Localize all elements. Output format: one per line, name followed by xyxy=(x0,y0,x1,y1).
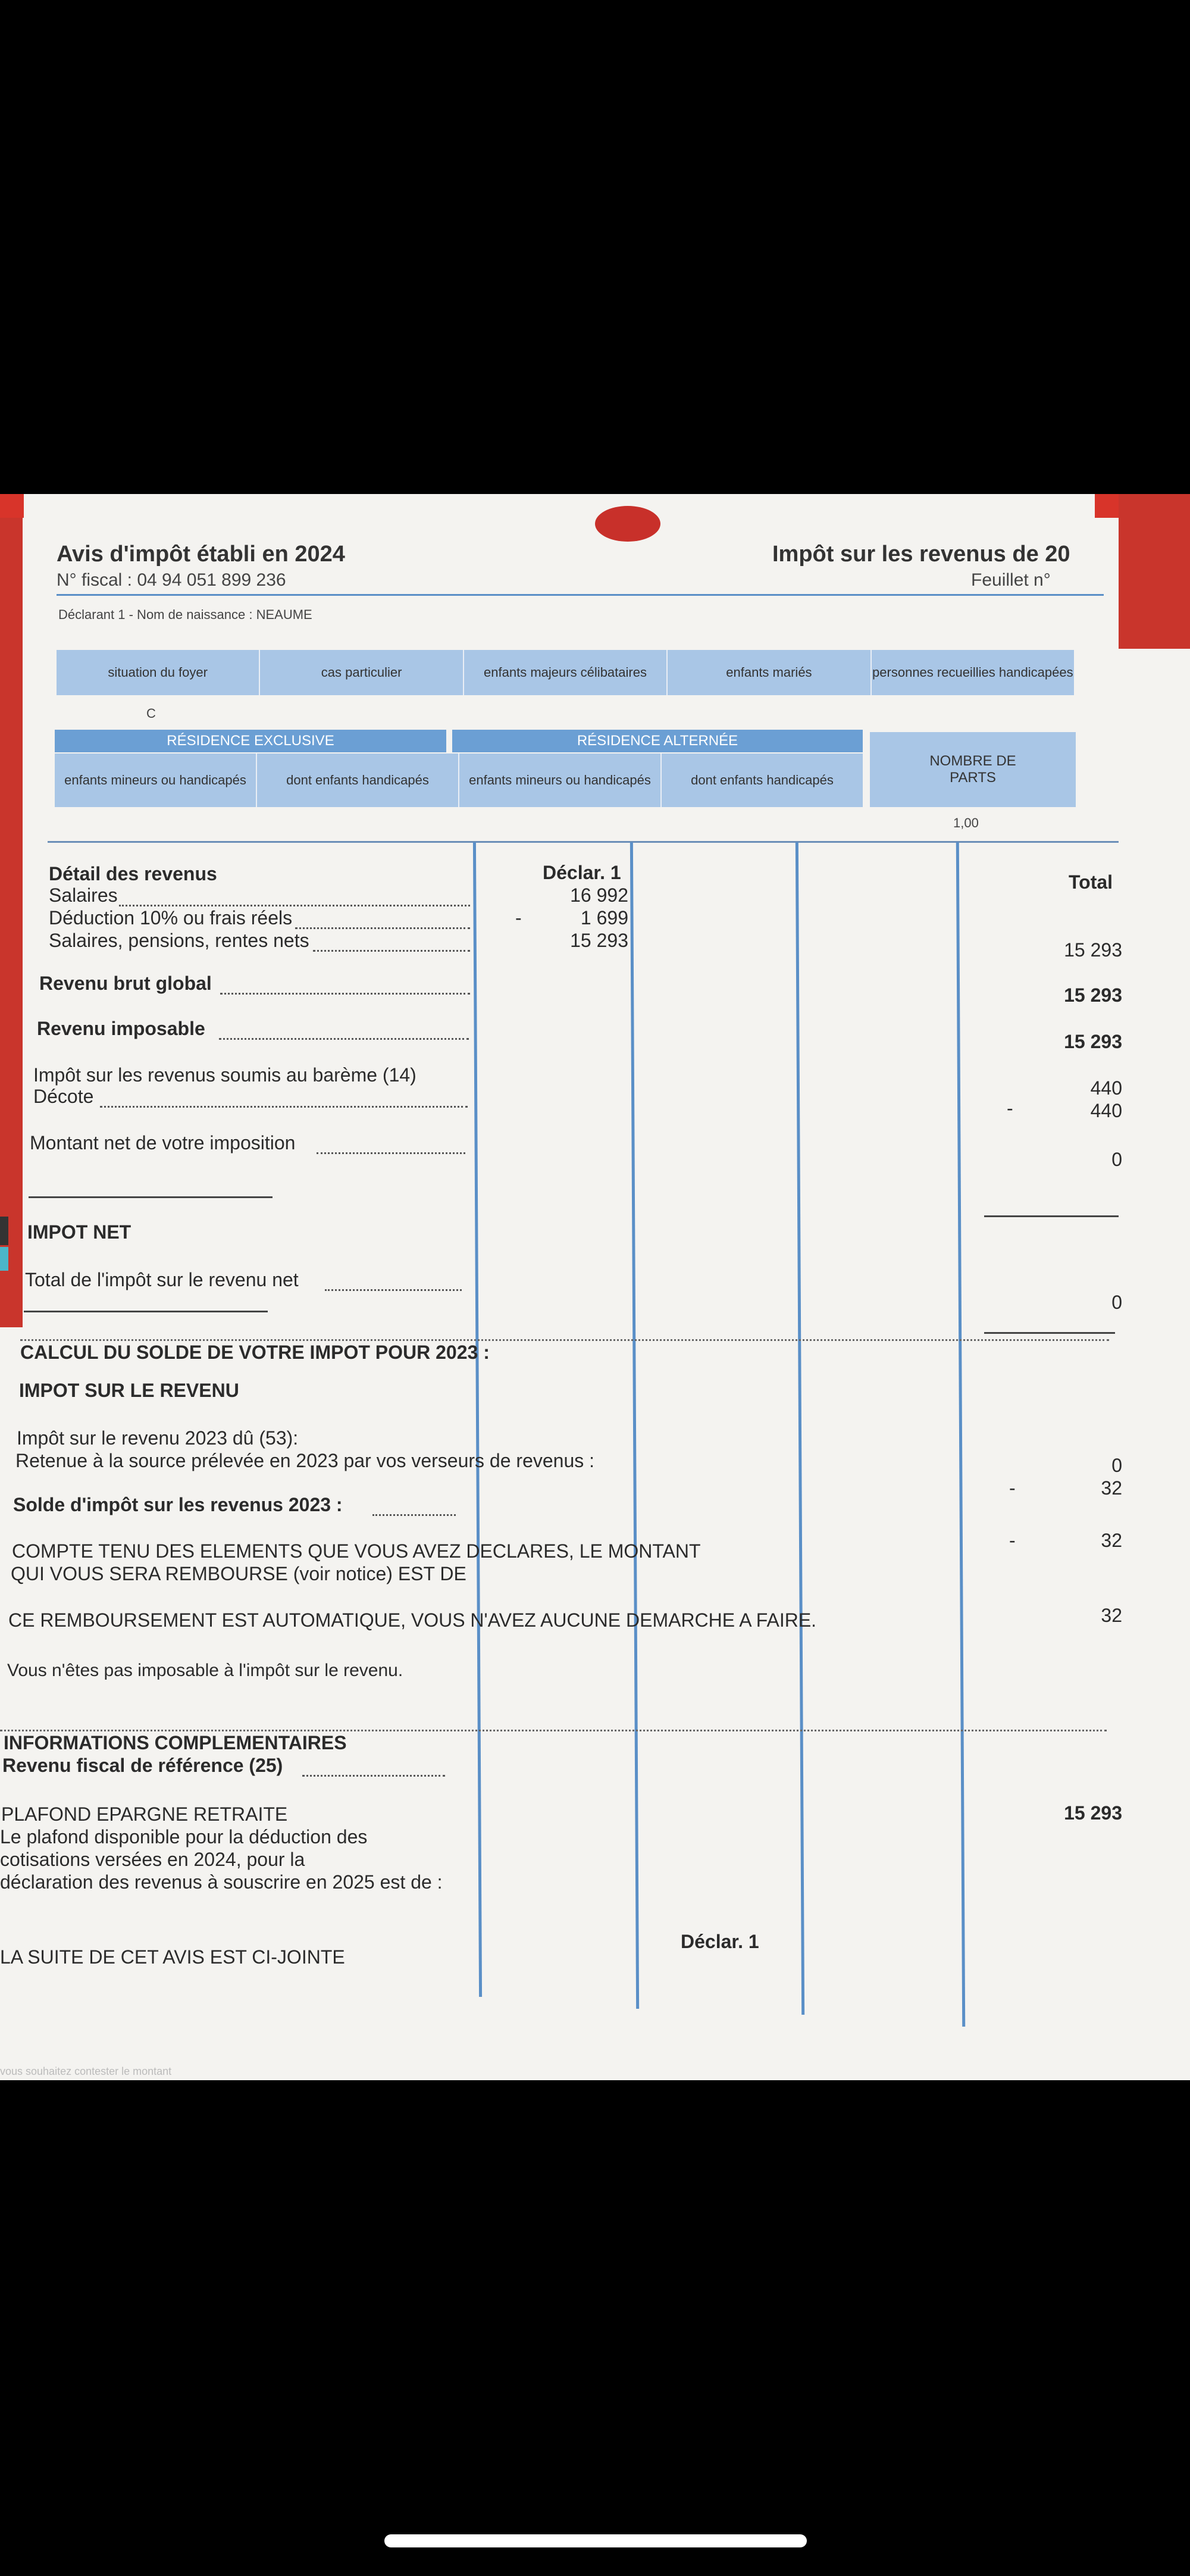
compte-tenu-line2: QUI VOUS SERA REMBOURSE (voir notice) EST DE xyxy=(11,1563,466,1584)
residence-alternee-header: RÉSIDENCE ALTERNÉE xyxy=(452,730,863,752)
retenue-label: Retenue à la source prélevée en 2023 par vos verseurs de revenus : xyxy=(15,1450,595,1471)
plafond-heading: PLAFOND EPARGNE RETRAITE xyxy=(1,1803,288,1825)
plafond-declar-header: Déclar. 1 xyxy=(681,1931,759,1952)
residence-table xyxy=(55,754,863,807)
solde-label: Solde d'impôt sur les revenus 2023 : xyxy=(13,1494,343,1515)
tax-notice-paper xyxy=(0,494,1190,2080)
subtotal-rule xyxy=(984,1332,1115,1334)
bareme-label: Impôt sur les revenus soumis au barème (14) xyxy=(33,1064,416,1086)
non-imposable-note: Vous n'êtes pas imposable à l'impôt sur le revenu. xyxy=(7,1661,403,1680)
situation-header: enfants mariés xyxy=(668,650,871,695)
brut-global-total: 15 293 xyxy=(1064,984,1122,1006)
residence-subheader: dont enfants handicapés xyxy=(691,773,834,788)
leader-dots xyxy=(219,1038,469,1040)
retenue-value: 32 xyxy=(1101,1477,1122,1499)
deduction-label: Déduction 10% ou frais réels xyxy=(49,907,293,929)
deduction-value: 1 699 xyxy=(580,907,628,929)
leader-dots xyxy=(372,1514,456,1516)
infos-heading: INFORMATIONS COMPLEMENTAIRES xyxy=(4,1732,347,1753)
column-divider xyxy=(956,842,965,2027)
plafond-line1: Le plafond disponible pour la déduction des xyxy=(0,1826,368,1847)
column-divider xyxy=(796,842,804,2015)
suite-note: LA SUITE DE CET AVIS EST CI-JOINTE xyxy=(0,1946,345,1968)
income-tax-title: Impôt sur les revenus de 20 xyxy=(772,542,1070,567)
residence-subheader: enfants mineurs ou handicapés xyxy=(459,754,662,807)
solde-value: 32 xyxy=(1101,1530,1122,1551)
nets-value: 15 293 xyxy=(570,930,628,951)
paper-top xyxy=(24,494,1095,530)
situation-header: enfants majeurs célibataires xyxy=(464,650,668,695)
parts-cell xyxy=(870,732,1076,807)
situation-header: cas particulier xyxy=(260,650,464,695)
montant-net-total: 0 xyxy=(1111,1149,1122,1170)
nets-label: Salaires, pensions, rentes nets xyxy=(49,930,309,951)
situation-header: situation du foyer xyxy=(57,650,260,695)
imposable-total: 15 293 xyxy=(1064,1031,1122,1052)
margin-mark xyxy=(0,1217,8,1245)
torn-spot xyxy=(595,506,660,542)
leader-dots xyxy=(119,905,470,906)
leader-dots xyxy=(313,950,470,952)
column-divider xyxy=(473,842,482,1997)
declar-header: Déclar. 1 xyxy=(543,862,621,883)
residence-subheader: enfants mineurs ou handicapés xyxy=(55,754,257,807)
total-header: Total xyxy=(1069,871,1113,893)
leader-dots xyxy=(220,993,470,995)
residence-subheader: dont enfants handicapés xyxy=(257,754,459,807)
decote-total: 440 xyxy=(1090,1100,1122,1121)
leader-dots xyxy=(100,1106,468,1108)
subtotal-rule xyxy=(29,1196,273,1198)
impot-revenu-heading: IMPOT SUR LE REVENU xyxy=(19,1380,239,1401)
solde-heading: CALCUL DU SOLDE DE VOTRE IMPOT POUR 2023 : xyxy=(20,1342,490,1363)
situation-value: C xyxy=(146,706,156,721)
impot-net-total-value: 0 xyxy=(1111,1292,1122,1313)
montant-net-label: Montant net de votre imposition xyxy=(30,1132,296,1153)
margin-mark xyxy=(0,1247,8,1271)
detail-revenus-label: Détail des revenus xyxy=(49,863,217,884)
solde-sign: - xyxy=(1009,1530,1016,1551)
section-dotted-rule xyxy=(0,1730,1107,1731)
declarant-info: Déclarant 1 - Nom de naissance : NEAUME xyxy=(58,607,312,622)
residence-exclusive-header: RÉSIDENCE EXCLUSIVE xyxy=(55,730,446,752)
fiscal-number: N° fiscal : 04 94 051 899 236 xyxy=(57,570,286,590)
subtotal-rule xyxy=(984,1215,1119,1217)
header-rule xyxy=(57,594,1104,596)
leader-dots xyxy=(302,1775,445,1777)
imposable-label: Revenu imposable xyxy=(37,1018,205,1039)
rfr-label: Revenu fiscal de référence (25) xyxy=(2,1755,283,1776)
parts-value: 1,00 xyxy=(953,815,979,830)
notice-title: Avis d'impôt établi en 2024 xyxy=(57,542,345,567)
compte-tenu-line1: COMPTE TENU DES ELEMENTS QUE VOUS AVEZ DECLARES, LE MONTANT xyxy=(12,1540,701,1562)
section-dotted-rule xyxy=(20,1339,1109,1341)
plafond-line3: déclaration des revenus à souscrire en 2025 est de : xyxy=(0,1871,443,1893)
remboursement-auto: CE REMBOURSEMENT EST AUTOMATIQUE, VOUS N'AVEZ AUCUNE DEMARCHE A FAIRE. xyxy=(8,1609,817,1631)
leader-dots xyxy=(317,1152,465,1154)
home-indicator[interactable] xyxy=(384,2534,807,2547)
deduction-sign: - xyxy=(515,907,522,929)
faded-footer-text: vous souhaitez contester le montant xyxy=(0,2065,172,2077)
leader-dots xyxy=(295,927,470,929)
impot-net-heading: IMPOT NET xyxy=(27,1221,131,1243)
nets-total: 15 293 xyxy=(1064,939,1122,961)
bareme-total: 440 xyxy=(1090,1077,1122,1099)
rfr-value: 15 293 xyxy=(1064,1802,1122,1824)
plafond-line2: cotisations versées en 2024, pour la xyxy=(0,1849,305,1870)
column-divider xyxy=(630,842,639,2009)
parts-label: NOMBRE DE PARTS xyxy=(929,753,1016,786)
impot-du-label: Impôt sur le revenu 2023 dû (53): xyxy=(17,1427,299,1449)
decote-sign: - xyxy=(1007,1098,1013,1119)
subtotal-rule xyxy=(24,1311,268,1312)
situation-header: personnes recueillies handicapées xyxy=(872,665,1073,680)
torn-edge-right xyxy=(1119,494,1190,649)
decote-label: Décote xyxy=(33,1086,94,1107)
situation-table xyxy=(57,650,1074,695)
leader-dots xyxy=(325,1289,462,1291)
impot-du-value: 0 xyxy=(1111,1455,1122,1476)
impot-net-total-label: Total de l'impôt sur le revenu net xyxy=(25,1269,299,1290)
remboursement-value: 32 xyxy=(1101,1605,1122,1626)
salaires-label: Salaires xyxy=(49,884,118,906)
torn-edge-left xyxy=(0,494,23,1327)
retenue-sign: - xyxy=(1009,1477,1016,1499)
salaires-value: 16 992 xyxy=(570,884,628,906)
brut-global-label: Revenu brut global xyxy=(39,973,212,994)
feuillet-label: Feuillet n° xyxy=(971,570,1051,590)
